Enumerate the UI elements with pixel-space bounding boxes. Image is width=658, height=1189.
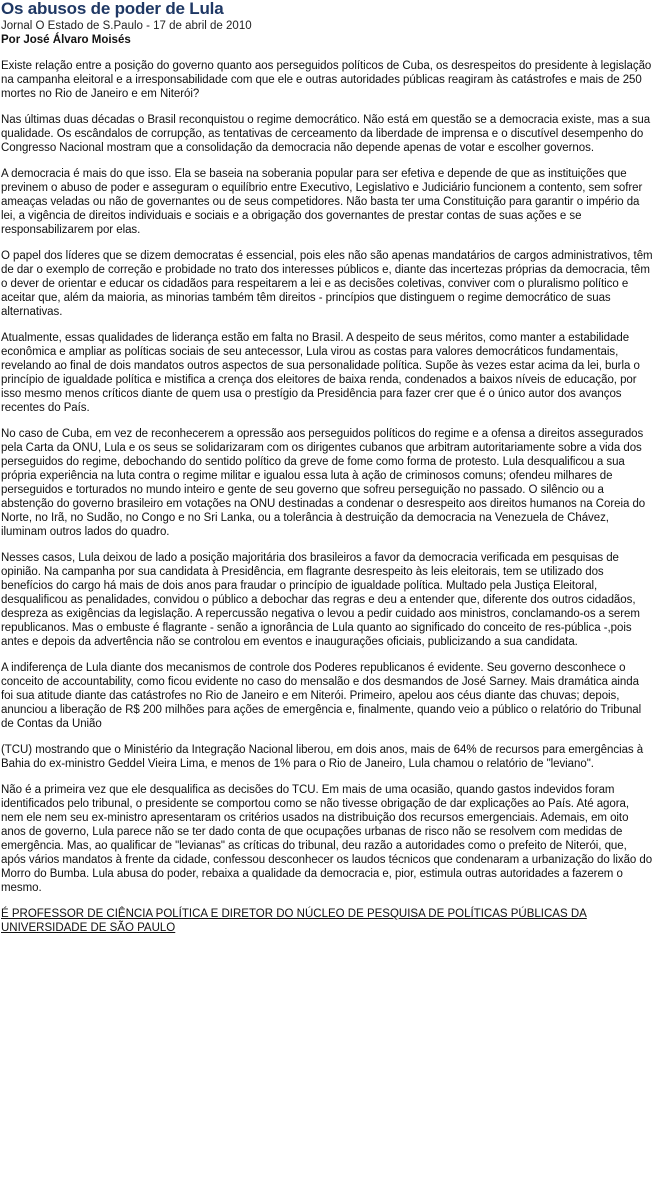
paragraph-5: Atualmente, essas qualidades de liderança estão em falta no Brasil. A despeito de seus méritos, como manter a estabilidade econômica e ampliar as políticas sociais de seu antecessor, Lula virou as costas para valores democráticos fundamentais, revelando ao final de dois mandatos outros aspectos de sua personalidade política. Supõe às vezes estar acima da lei, burla o princípio de igualdade política e mistifica a crença dos eleitores de baixa renda, condenados a baixos níveis de educação, por isso mesmo menos críticos diante de quem usa o prestígio da Presidência para fazer crer que é o único autor dos avanços recentes do País. (1, 331, 640, 414)
author-bio-link[interactable]: É PROFESSOR DE CIÊNCIA POLÍTICA E DIRETOR DO NÚCLEO DE PESQUISA DE POLÍTICAS PÚBLICAS DA UNIVERSIDADE DE SÃO PAULO (1, 907, 587, 934)
paragraph-2: Nas últimas duas décadas o Brasil reconquistou o regime democrático. Não está em questão se a democracia existe, mas a sua qualidade. Os escândalos de corrupção, as tentativas de cerceamento da liberdade de imprensa e o discutível desempenho do Congresso Nacional mostram que a consolidação da democracia não depende apenas de votar e escolher governos. (1, 113, 651, 154)
paragraph-7: Nesses casos, Lula deixou de lado a posição majoritária dos brasileiros a favor da democracia verificada em pesquisas de opinião. Na campanha por sua candidata à Presidência, em flagrante desrespeito às leis eleitorais, tem se utilizado dos benefícios do cargo há mais de dois anos para fraudar o princípio de igualdade política. Multado pela Justiça Eleitoral, desqualificou as penalidades, convidou o público a debochar das regras e deu a entender que, diferente dos outros cidadãos, despreza as exigências da legislação. A repercussão negativa o levou a pedir cuidado aos ministros, conclamando-os a serem republicanos. Mas o embuste é flagrante - senão a ignorância de Lula quanto ao significado do conceito de res-pública -,pois antes e depois da advertência não se controlou em eventos e inaugurações oficiais, publicizando a sua candidata. (1, 551, 640, 649)
article-body (1, 59, 654, 895)
paragraph-10: Não é a primeira vez que ele desqualifica as decisões do TCU. Em mais de uma ocasião, quando gastos indevidos foram identificados pelo tribunal, o presidente se comportou como se não tivesse obrigação de dar explicações ao País. Até agora, nem ele nem seu ex-ministro apresentaram os critérios usados na distribuição dos recursos emergenciais. Ademais, em oito anos de governo, Lula parece não se ter dado conta de que ocupações urbanas de risco não se resolvem com medidas de emergência. Mas, ao qualificar de "levianas" as críticas do tribunal, deu razão a autoridades como o prefeito de Niterói, que, após vários mandatos à frente da cidade, confessou desconhecer os laudos técnicos que condenaram a urbanização do lixão do Morro do Bumba. Lula abusa do poder, rebaixa a qualidade da democracia e, pior, estimula outras autoridades a fazerem o mesmo. (1, 783, 653, 895)
article-author: Por José Álvaro Moisés (1, 34, 131, 46)
article-title: Os abusos de poder de Lula (1, 0, 224, 18)
paragraph-6: No caso de Cuba, em vez de reconhecerem a opressão aos perseguidos políticos do regime e a ofensa a direitos assegurados pela Carta da ONU, Lula e os seus se solidarizaram com os dirigentes cubanos que arbitram autoritariamente sobre a vida dos perseguidos do regime, debochando do sentido político da greve de fome como forma de protesto. Lula desqualificou a sua própria experiência na luta contra o regime militar e igualou essa luta à ação de criminosos comuns; ofendeu milhares de perseguidos e torturados no mundo inteiro e gente de seu governo que sofreu perseguição no passado. O silêncio ou a abstenção do governo brasileiro em votações na ONU destinadas a condenar o desrespeito aos direitos humanos na Coreia do Norte, no Irã, no Sudão, no Congo e no Sri Lanka, ou a tolerância à destruição da democracia na Venezuela de Chávez, iluminam outros lados do quadro. (1, 427, 646, 539)
paragraph-3: A democracia é mais do que isso. Ela se baseia na soberania popular para ser efetiva e depende de que as instituições que previnem o abuso de poder e asseguram o equilíbrio entre Executivo, Legislativo e Judiciário funcionem a contento, sem sofrer ameaças veladas ou não de governantes ou de seus competidores. Não basta ter uma Constituição para garantir o império da lei, a vigência de direitos individuais e sociais e a obrigação dos governantes de prestar contas de suas ações e se responsabilizarem por elas. (1, 167, 643, 236)
paragraph-9: (TCU) mostrando que o Ministério da Integração Nacional liberou, em dois anos, mais de 64% de recursos para emergências à Bahia do ex-ministro Geddel Vieira Lima, e menos de 1% para o Rio de Janeiro, Lula chamou o relatório de "leviano". (1, 743, 644, 771)
article-source: Jornal O Estado de S.Paulo - 17 de abril de 2010 (1, 20, 252, 32)
paragraph-8: A indiferença de Lula diante dos mecanismos de controle dos Poderes republicanos é evidente. Seu governo desconhece o conceito de accountability, como ficou evidente no caso do mensalão e dos desmandos de José Sarney. Mais dramática ainda foi sua atitude diante das catástrofes no Rio de Janeiro e em Niterói. Primeiro, apelou aos céus diante das chuvas; depois, anunciou a liberação de R$ 200 milhões para ações de emergência e, finalmente, quando veio a público o relatório do Tribunal de Contas da União (1, 661, 642, 731)
paragraph-4: O papel dos líderes que se dizem democratas é essencial, pois eles não são apenas mandatários de cargos administrativos, têm de dar o exemplo de correção e probidade no trato dos interesses públicos e, diante das incertezas próprias da democracia, têm o dever de orientar e educar os cidadãos para respeitarem a lei e as decisões coletivas, conviver com o pluralismo político e aceitar que, além da maioria, as minorias também têm direitos - princípios que distinguem o regime democrático de suas alternativas. (1, 249, 653, 318)
paragraph-1: Existe relação entre a posição do governo quanto aos perseguidos políticos de Cuba, os desrespeitos do presidente à legislação na campanha eleitoral e a irresponsabilidade com que ele e outras autoridades públicas reagiram às catástrofes e mais de 250 mortes no Rio de Janeiro e em Niterói? (1, 60, 652, 101)
